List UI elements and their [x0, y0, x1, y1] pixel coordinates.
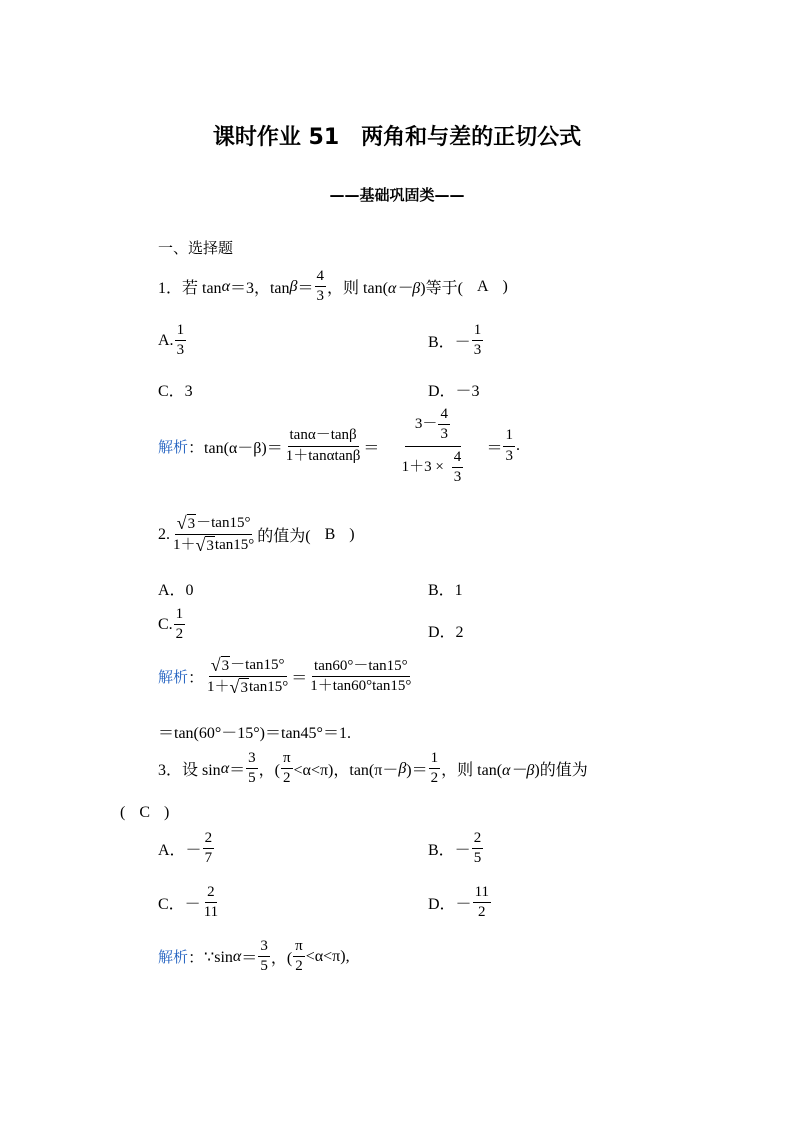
option-d: D．－3 [428, 383, 480, 400]
answer: B [324, 525, 336, 543]
section-subtitle: ——基础巩固类—— [329, 186, 465, 204]
answer: C [139, 804, 150, 821]
solution-3: 解析 ： ∵sin α ＝ $\frac{3}{5}$ ，( $\frac{\pi}{2}$ <α<π), [158, 938, 350, 975]
section-label: 一、选择题 [158, 239, 234, 257]
question-3-stem: 3．设 sin α ＝ $\frac{3}{5}$ ，( $\frac{\pi}{2}$ <α<π)，tan(π－ β )＝ $\frac{1}{2}$ ，则 tan( α－β )的值为 [158, 750, 588, 787]
solution-2: 解析 ： √ 3 －tan15° 1＋ √ 3 tan15° ＝ $\frac{\tan 60^\circ-\tan 15^\circ}{1+\tan 60^\circ\tan 15^\circ}$ [158, 655, 412, 697]
solution-2-line-2: ＝tan(60°－15°)＝tan45°＝1. [158, 725, 351, 742]
option-c: C．－ $\frac{2}{11}$ [158, 884, 219, 921]
option-b: B．－ $\frac{1}{3}$ [428, 322, 482, 359]
option-d: D．－ $\frac{11}{2}$ [428, 884, 490, 921]
question-1-stem: 1．若 tan α ＝3，tan β ＝ $\frac{4}{3}$ ，则 tan( α－β )等于( A ) [158, 268, 508, 305]
fraction: $\frac{4}{3}$ [316, 268, 325, 305]
option-c: C. $\frac{1}{2}$ [158, 606, 184, 643]
question-2-stem: 2. √ 3 －tan15° 1＋ √ 3 tan15° 的值为( B ) [158, 513, 355, 555]
option-c: C．3 [158, 383, 193, 400]
solution-label: 解析 [158, 437, 189, 456]
option-d: D．2 [428, 624, 464, 641]
solution-1: 解析 ： tan(α－β)＝ $\frac{\tan\alpha-\tan\beta}{1+\tan\alpha\tan\beta}$ ＝ 3－ $\frac{4}{3}$ 1＋3 × $\frac{4}{3}$ ＝ $\frac{1}{3}$ . [158, 406, 520, 485]
answer: A [476, 277, 489, 295]
solution-label: 解析 [158, 668, 189, 686]
option-b: B．－ $\frac{2}{5}$ [428, 830, 482, 867]
option-a: A. $\frac{1}{3}$ [158, 322, 185, 359]
option-a: A．0 [158, 582, 194, 599]
option-b: B．1 [428, 582, 463, 599]
solution-label: 解析 [158, 948, 189, 967]
page-title: 课时作业 51 两角和与差的正切公式 [212, 125, 582, 150]
option-a: A．－ $\frac{2}{7}$ [158, 830, 213, 867]
question-3-answer: ( C ) [120, 804, 170, 821]
